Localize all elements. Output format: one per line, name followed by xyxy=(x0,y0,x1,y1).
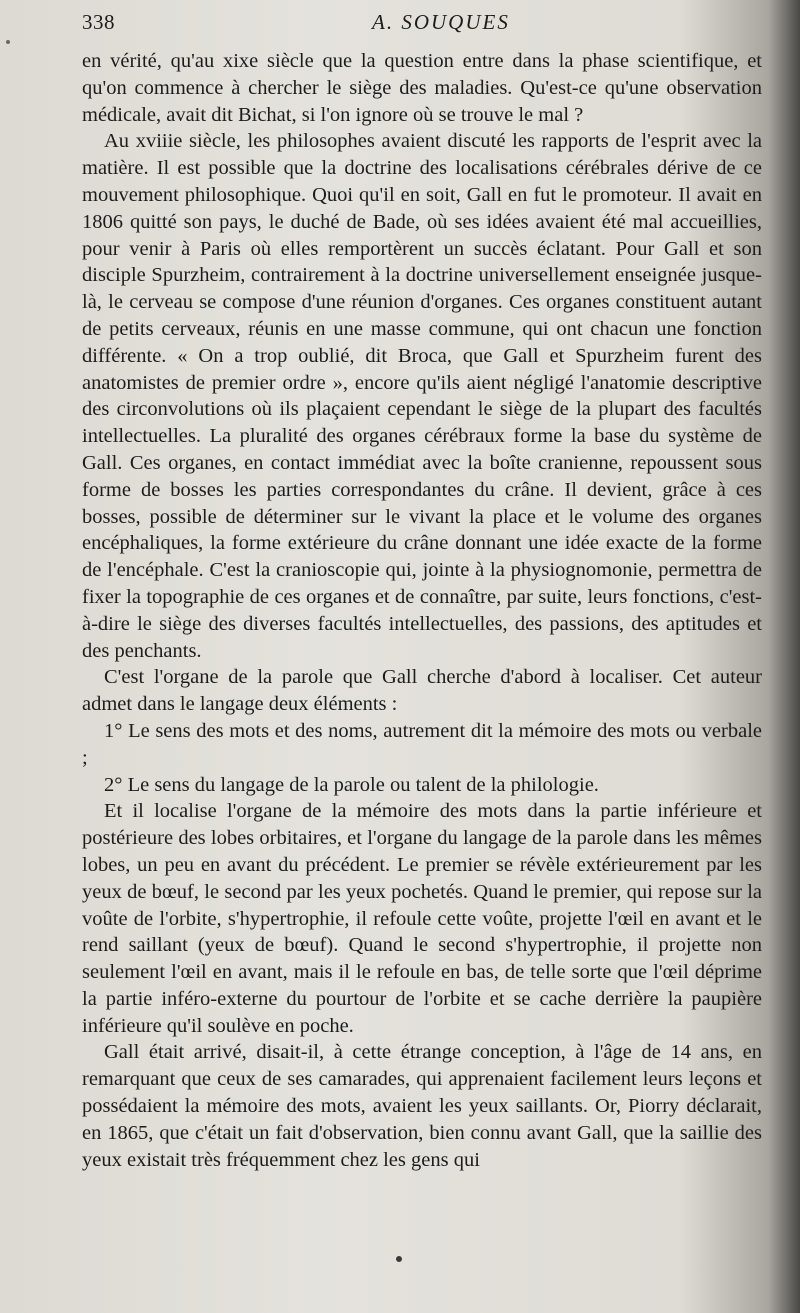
page-number: 338 xyxy=(82,10,115,34)
margin-speck xyxy=(6,40,10,44)
list-item-2: 2° Le sens du langage de la parole ou talent de la philologie. xyxy=(104,773,599,796)
footer-dot xyxy=(396,1256,402,1262)
paragraph-1: en vérité, qu'au xixe siècle que la question entre dans la phase scientifique, et qu'on commence à chercher le siège des maladies. Qu'est-ce qu'une observation médicale, avait dit Bichat, si l'on ignore où se trouve le mal ? xyxy=(82,50,762,126)
paragraph-4: Et il localise l'organe de la mémoire des mots dans la partie inférieure et postérieure des lobes orbitaires, et l'organe du langage de la parole dans les mêmes lobes, un peu en avant du précédent. Le premier se révèle extérieurement par les yeux de bœuf, le second par les yeux pochetés. Quand le premier, qui repose sur la voûte de l'orbite, s'hypertrophie, il refoule cette voûte, projette l'œil en avant et le rend saillant (yeux de bœuf). Quand le second s'hypertrophie, il projette non seulement l'œil en avant, mais il le refoule en bas, de telle sorte que l'œil déprime la partie inféro-externe du pourtour de l'orbite et se cache derrière la paupière inférieure qu'il soulève en poche. xyxy=(82,800,762,1037)
paragraph-2: Au xviiie siècle, les philosophes avaient discuté les rapports de l'esprit avec la matière. Il est possible que la doctrine des localisations cérébrales dérive de ce mouvement philosophique. Quoi qu'il en soit, Gall en fut le promoteur. Il avait en 1806 quitté son pays, le duché de Bade, où ses idées avaient été mal accueillies, pour venir à Paris où elles remportèrent un succès éclatant. Pour Gall et son disciple Spurzheim, contrairement à la doctrine universellement enseignée jusque-là, le cerveau se compose d'une réunion d'organes. Ces organes constituent autant de petits cerveaux, réunis en une masse commune, qui ont chacun une fonction différente. « On a trop oublié, dit Broca, que Gall et Spurzheim furent des anatomistes de premier ordre », encore qu'ils aient négligé l'anatomie descriptive des circonvolutions où ils plaçaient cependant le siège de la plupart des facultés intellectuelles. La pluralité des organes cérébraux forme la base du système de Gall. Ces organes, en contact immédiat avec la boîte cranienne, repoussent sous forme de bosses les parties correspondantes du crâne. Il devient, grâce à ces bosses, possible de déterminer sur le vivant la place et le volume des organes encéphaliques, la forme extérieure du crâne donnant une idée exacte de la forme de l'encéphale. C'est la cranioscopie qui, jointe à la physiognomonie, permettra de fixer la topographie de ces organes et de connaître, par suite, leurs fonctions, c'est-à-dire le siège des diverses facultés intellectuelles, des passions, des aptitudes et des penchants. xyxy=(82,130,762,662)
running-title: A. SOUQUES xyxy=(372,10,510,34)
page-header xyxy=(82,10,760,40)
list-item-1: 1° Le sens des mots et des noms, autrement dit la mémoire des mots ou verbale ; xyxy=(82,719,762,769)
paragraph-5: Gall était arrivé, disait-il, à cette étrange conception, à l'âge de 14 ans, en remarquant que ceux de ses camarades, qui apprenaient facilement leurs leçons et possédaient la mémoire des mots, avaient les yeux saillants. Or, Piorry déclarait, en 1865, que c'était un fait d'observation, bien connu avant Gall, que la saillie des yeux existait très fréquemment chez les gens qui xyxy=(82,1041,762,1171)
body-text xyxy=(82,48,762,1173)
paragraph-3: C'est l'organe de la parole que Gall cherche d'abord à localiser. Cet auteur admet dans le langage deux éléments : xyxy=(82,666,762,716)
